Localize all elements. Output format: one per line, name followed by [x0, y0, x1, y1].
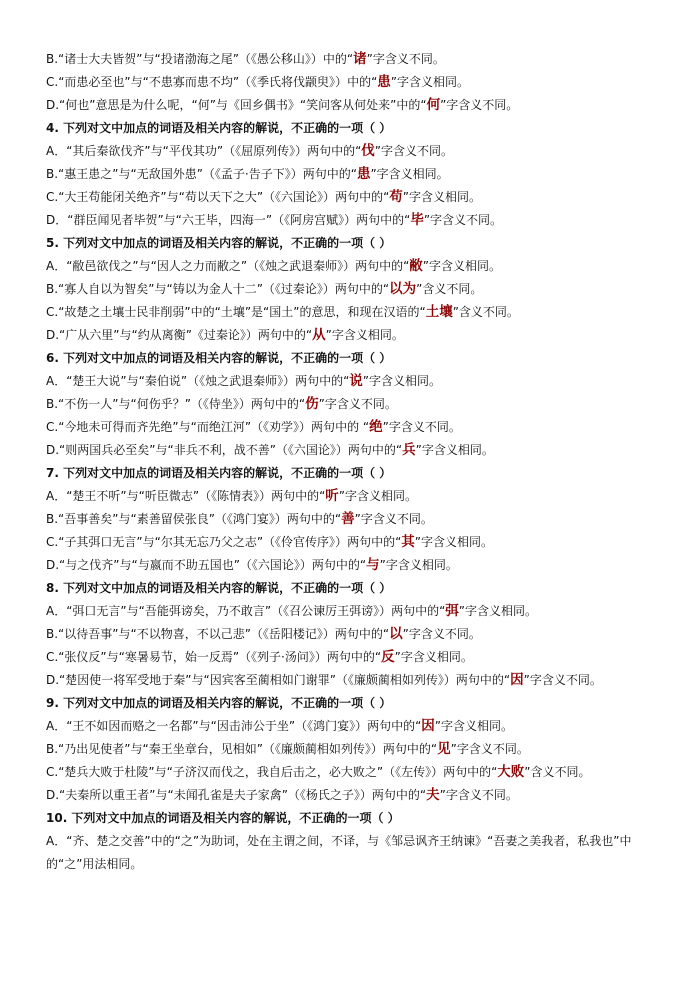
- text-segment: C.“子其弭口无言”与“尔其无忘乃父之志”（《伶官传序》）两句中的“: [46, 535, 402, 549]
- text-segment: 10. 下列对文中加点的词语及相关内容的解说，不正确的一项（ ）: [46, 811, 400, 825]
- text-segment: ”字含义相同。: [325, 328, 404, 342]
- text-segment: ”字含义相同。: [458, 604, 538, 618]
- question-heading: [46, 577, 658, 600]
- text-segment: C.“楚兵大败于杜陵”与“子济汉而伐之，我自后击之，必大败之”（《左传》）两句中的“: [46, 765, 498, 779]
- text-segment: ”字含义不同。: [439, 788, 518, 802]
- option-line: [46, 140, 658, 163]
- text-segment: B.“寡人自以为智矣”与“铸以为金人十二”（《过秦论》）两句中的“: [46, 282, 390, 296]
- text-segment: ”字含义相同。: [379, 558, 458, 572]
- text-segment: A．“楚王大说”与“秦伯说”（《烛之武退秦师》）两句中的“: [46, 374, 350, 388]
- option-line: [46, 439, 658, 462]
- option-line: [46, 370, 658, 393]
- text-segment: ”字含义不同。: [382, 420, 461, 434]
- highlighted-keyword: 听: [325, 488, 339, 504]
- text-segment: ”字含义相同。: [422, 259, 502, 273]
- text-segment: 4. 下列对文中加点的词语及相关内容的解说，不正确的一项（ ）: [46, 121, 392, 135]
- text-segment: B.“以待吾事”与“不以物喜，不以己悲”（《岳阳楼记》）两句中的“: [46, 627, 390, 641]
- text-segment: B.“吾事善矣”与“素善留侯张良”（《鸿门宴》）两句中的“: [46, 512, 342, 526]
- option-line: [46, 186, 658, 209]
- highlighted-keyword: 以为: [389, 281, 417, 297]
- text-segment: D.“夫秦所以重王者”与“未闻孔雀是夫子家禽”（《杨氏之子》）两句中的“: [46, 788, 427, 802]
- text-segment: D.“则两国兵必至矣”与“非兵不利，战不善”（《六国论》）两句中的“: [46, 443, 403, 457]
- highlighted-keyword: 敝: [409, 258, 423, 274]
- text-segment: C.“张仪反”与“寒暑易节，始一反焉”（《列子·汤问》）两句中的“: [46, 650, 382, 664]
- text-segment: 6. 下列对文中加点的词语及相关内容的解说，不正确的一项（ ）: [46, 351, 392, 365]
- question-heading: [46, 117, 658, 140]
- highlighted-keyword: 患: [377, 74, 391, 90]
- question-heading: [46, 692, 658, 715]
- option-line: [46, 209, 658, 232]
- text-segment: A．“敝邑欲伐之”与“因人之力而敝之”（《烛之武退秦师》）两句中的“: [46, 259, 410, 273]
- text-segment: B.“不伤一人”与“何伤乎？”（《侍坐》）两句中的“: [46, 397, 306, 411]
- highlighted-keyword: 夫: [426, 787, 440, 803]
- text-segment: D.“与之伐齐”与“与嬴而不助五国也”（《六国论》）两句中的“: [46, 558, 367, 572]
- text-segment: A．“楚王不听”与“听臣微志”（《陈情表》）两句中的“: [46, 489, 326, 503]
- text-segment: 9. 下列对文中加点的词语及相关内容的解说，不正确的一项（ ）: [46, 696, 392, 710]
- highlighted-keyword: 见: [437, 741, 451, 757]
- highlighted-keyword: 伐: [361, 143, 375, 159]
- highlighted-keyword: 大败: [497, 764, 525, 780]
- highlighted-keyword: 诸: [353, 51, 367, 67]
- option-line: [46, 646, 658, 669]
- text-segment: ”字含义不同。: [523, 673, 602, 687]
- highlighted-keyword: 苟: [389, 189, 403, 205]
- highlighted-keyword: 何: [426, 97, 441, 113]
- text-segment: ”字含义相同。: [402, 190, 481, 204]
- text-segment: ”含义不同。: [524, 765, 591, 779]
- text-segment: C.“今地未可得而齐先绝”与“而绝江河”（《劝学》）两句中的 “: [46, 420, 370, 434]
- option-line: [46, 324, 658, 347]
- text-segment: 7. 下列对文中加点的词语及相关内容的解说，不正确的一项（ ）: [46, 466, 392, 480]
- text-segment: ”字含义相同。: [390, 75, 469, 89]
- highlighted-keyword: 伤: [305, 396, 319, 412]
- highlighted-keyword: 因: [510, 672, 524, 688]
- option-line: [46, 71, 658, 94]
- text-segment: ”含义不同。: [416, 282, 483, 296]
- option-line: [46, 623, 658, 646]
- text-segment: A．“王不如因而赂之一名都”与“因击沛公于坐”（《鸿门宴》）两句中的“: [46, 719, 422, 733]
- text-segment: ”字含义相同。: [414, 535, 493, 549]
- question-heading: [46, 232, 658, 255]
- text-segment: B.“惠王患之”与“无敌国外患”（《孟子·告子下》）两句中的“: [46, 167, 357, 181]
- highlighted-keyword: 患: [356, 166, 371, 182]
- option-line: [46, 554, 658, 577]
- highlighted-keyword: 从: [312, 327, 326, 343]
- highlighted-keyword: 善: [341, 511, 355, 527]
- highlighted-keyword: 说: [349, 373, 363, 389]
- option-line: [46, 600, 658, 623]
- text-segment: ”字含义相同。: [394, 650, 473, 664]
- text-segment: ”字含义不同。: [318, 397, 397, 411]
- text-segment: D.“楚因使一将军受地于秦”与“因宾客至蔺相如门谢罪”（《廉颇蔺相如列传》）两句中的“: [46, 673, 511, 687]
- option-line: [46, 255, 658, 278]
- option-line: [46, 278, 658, 301]
- text-segment: ”字含义相同。: [338, 489, 418, 503]
- text-segment: ”字含义相同。: [370, 167, 449, 181]
- text-segment: ”字含义不同。: [366, 52, 445, 66]
- text-segment: A．“齐、楚之交善”中的“之”为助词，处在主谓之间，不译，与《邹忌讽齐王纳谏》“吾妻之美我者，私我也”中的“之”用法相同。: [46, 834, 632, 871]
- highlighted-keyword: 因: [421, 718, 435, 734]
- option-line: [46, 48, 658, 71]
- option-line: [46, 94, 658, 117]
- question-heading: [46, 807, 658, 830]
- text-segment: D.“广从六里”与“约从离衡”《过秦论》）两句中的“: [46, 328, 313, 342]
- highlighted-keyword: 兵: [402, 442, 416, 458]
- option-line: [46, 761, 658, 784]
- text-segment: D．“群臣闻见者毕贺”与“六王毕，四海一”（《阿房宫赋》）两句中的“: [46, 213, 411, 227]
- option-line: [46, 531, 658, 554]
- text-segment: A．“其后秦欲伐齐”与“平伐其功”（《屈原列传》）两句中的“: [46, 144, 362, 158]
- text-segment: ”字含义相同。: [434, 719, 514, 733]
- option-line: [46, 830, 658, 876]
- text-segment: C.“大王苟能闭关绝齐”与“苟以天下之大”（《六国论》）两句中的“: [46, 190, 390, 204]
- highlighted-keyword: 毕: [410, 212, 424, 228]
- option-line: [46, 301, 658, 324]
- option-line: [46, 508, 658, 531]
- option-line: [46, 669, 658, 692]
- option-line: [46, 163, 658, 186]
- text-segment: B.“乃出见使者”与“秦王坐章台，见相如”（《廉颇蔺相如列传》）两句中的“: [46, 742, 438, 756]
- text-segment: ”字含义相同。: [362, 374, 442, 388]
- question-heading: [46, 462, 658, 485]
- highlighted-keyword: 土壤: [425, 304, 453, 320]
- text-segment: C.“故楚之土壤士民非削弱”中的“土壤”是“国土”的意思，和现在汉语的“: [46, 305, 426, 319]
- text-segment: ”字含义不同。: [423, 213, 503, 227]
- option-line: [46, 784, 658, 807]
- text-segment: ”字含义相同。: [415, 443, 494, 457]
- text-segment: 5. 下列对文中加点的词语及相关内容的解说，不正确的一项（ ）: [46, 236, 392, 250]
- text-segment: ”字含义不同。: [450, 742, 529, 756]
- text-segment: C.“而患必至也”与“不患寡而患不均”（《季氏将伐颛臾》）中的“: [46, 75, 378, 89]
- text-segment: ”字含义不同。: [402, 627, 481, 641]
- option-line: [46, 393, 658, 416]
- text-segment: ”含义不同。: [452, 305, 519, 319]
- text-segment: 8. 下列对文中加点的词语及相关内容的解说，不正确的一项（ ）: [46, 581, 392, 595]
- highlighted-keyword: 弭: [445, 603, 459, 619]
- question-heading: [46, 347, 658, 370]
- document-body: [46, 48, 658, 876]
- highlighted-keyword: 与: [366, 557, 380, 573]
- highlighted-keyword: 以: [389, 626, 403, 642]
- text-segment: ”字含义不同。: [374, 144, 454, 158]
- text-segment: A．“弭口无言”与“吾能弭谤矣，乃不敢言”（《召公谏厉王弭谤》）两句中的“: [46, 604, 446, 618]
- option-line: [46, 738, 658, 761]
- text-segment: ”字含义不同。: [440, 98, 519, 112]
- text-segment: D.“何也”意思是为什么呢，“何”与《回乡偶书》“笑问客从何处来”中的“: [46, 98, 427, 112]
- highlighted-keyword: 其: [401, 534, 415, 550]
- option-line: [46, 416, 658, 439]
- highlighted-keyword: 绝: [369, 419, 383, 435]
- option-line: [46, 715, 658, 738]
- text-segment: ”字含义不同。: [354, 512, 433, 526]
- highlighted-keyword: 反: [381, 649, 395, 665]
- option-line: [46, 485, 658, 508]
- text-segment: B.“诸士大夫皆贺”与“投诸渤海之尾”（《愚公移山》）中的“: [46, 52, 354, 66]
